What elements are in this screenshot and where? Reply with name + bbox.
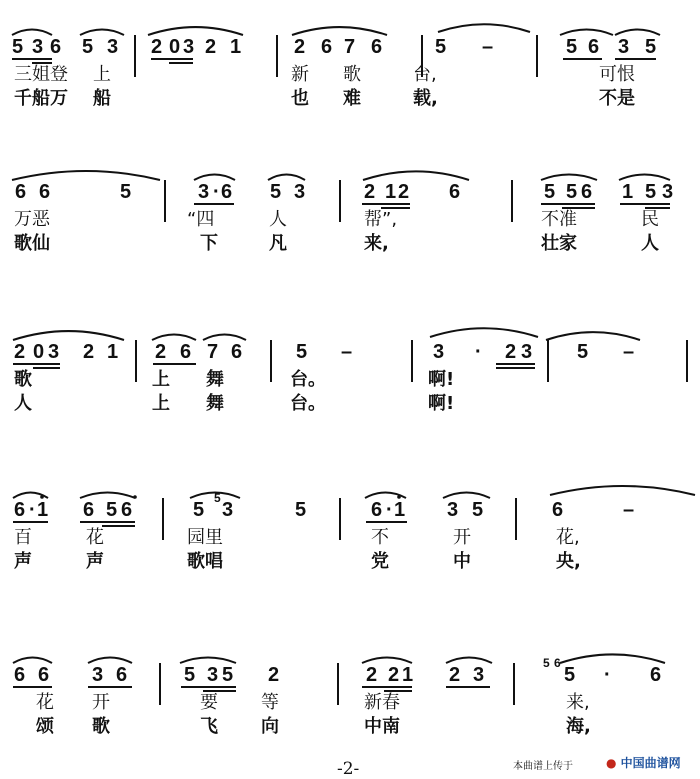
note: 5 <box>193 499 205 521</box>
lyric-word: 央, <box>556 551 581 572</box>
slur <box>546 332 640 340</box>
note: 6 <box>371 36 383 58</box>
slur <box>438 24 530 32</box>
logo-mark-icon: ● <box>606 756 617 770</box>
lyric-word: 歌 <box>14 369 32 390</box>
lyric-word: 啊! <box>428 393 455 414</box>
note: 3 <box>48 341 60 363</box>
grace-note: 6 <box>554 656 561 670</box>
slur <box>443 493 490 499</box>
lyric-word: 三姐登 <box>14 64 68 85</box>
lyric-word: 人 <box>14 393 32 414</box>
grace-note: 5 <box>214 491 221 505</box>
note: 6 <box>650 664 662 686</box>
note: 6 <box>221 181 233 203</box>
note: 5 <box>566 36 578 58</box>
note: 7 <box>207 341 219 363</box>
slur <box>152 335 196 341</box>
lyric-word: 上 <box>152 393 170 414</box>
lyric-word: 下 <box>200 233 218 254</box>
slur <box>292 27 387 35</box>
lyric-word: 百 <box>14 527 32 548</box>
lyric-word: 歌仙 <box>14 233 50 254</box>
slur <box>12 171 160 180</box>
note: 6 <box>15 181 27 203</box>
lyric-word: 中南 <box>364 716 400 737</box>
note: 3 <box>222 499 234 521</box>
note: 3 <box>473 664 485 686</box>
slur <box>194 175 235 181</box>
lyric-word: 人 <box>269 209 287 230</box>
lyric-word: 园里 <box>187 527 223 548</box>
note: 1 <box>37 499 49 521</box>
note: 1 <box>385 181 397 203</box>
note: 3 <box>92 664 104 686</box>
note: 2 <box>449 664 461 686</box>
note: 2 <box>366 664 378 686</box>
lyric-word: 来, <box>364 233 389 254</box>
slur <box>560 30 613 36</box>
lyric-word: 舞 <box>206 369 224 390</box>
note: 2 <box>364 181 376 203</box>
lyric-word: 不准 <box>541 209 577 230</box>
note: 1 <box>402 664 414 686</box>
lyric-word: 花, <box>556 527 580 548</box>
lyric-word: 歌唱 <box>187 551 223 572</box>
lyric-word: 难 <box>343 88 361 109</box>
lyric-word: 台, <box>413 64 437 85</box>
note: 5 <box>12 36 24 58</box>
lyric-word: 凡 <box>269 233 287 254</box>
note: 6 <box>14 664 26 686</box>
note: 3 <box>107 36 119 58</box>
lyric-word: 向 <box>261 716 279 737</box>
slur <box>362 658 412 664</box>
slur <box>430 328 538 337</box>
lyric-word: 海, <box>566 716 591 737</box>
note: 1 <box>394 499 406 521</box>
lyric-word: 不是 <box>599 88 635 109</box>
lyric-word: 飞 <box>200 716 218 737</box>
note: 1 <box>230 36 242 58</box>
site-mark: 中国曲谱网 <box>620 756 681 770</box>
lyric-word: 也 <box>291 88 309 109</box>
lyric-word: 民 <box>641 209 659 230</box>
note: – <box>482 36 494 58</box>
note: 6 <box>588 36 600 58</box>
note: 6 <box>116 664 128 686</box>
lyric-word: 船 <box>93 88 111 109</box>
slur <box>619 175 670 181</box>
lyric-word: 舞 <box>206 393 224 414</box>
note: 2 <box>151 36 163 58</box>
note: 6 <box>180 341 192 363</box>
slur <box>203 335 246 341</box>
note: 2 <box>505 341 517 363</box>
slur <box>541 175 597 181</box>
slur <box>12 30 52 36</box>
lyric-word: 上 <box>93 64 111 85</box>
lyric-word: 啊! <box>428 369 455 390</box>
slur <box>80 30 124 36</box>
lyric-word: 来, <box>566 692 590 713</box>
note: 6 <box>39 181 51 203</box>
lyric-word: 中 <box>453 551 471 572</box>
note: 5 <box>544 181 556 203</box>
note: 5 <box>566 181 578 203</box>
note: 2 <box>205 36 217 58</box>
lyric-word: 台。 <box>290 393 326 414</box>
note: 3 <box>618 36 630 58</box>
lyric-word: 歌 <box>92 716 110 737</box>
slur <box>13 658 52 664</box>
note: 6 <box>371 499 383 521</box>
slur <box>13 331 124 340</box>
note: 5 <box>106 499 118 521</box>
lyric-word: 载, <box>413 88 438 109</box>
lyric-word: 开 <box>453 527 471 548</box>
note: · <box>604 664 611 686</box>
note: · <box>475 341 482 363</box>
note: 6 <box>231 341 243 363</box>
note: · <box>386 499 393 521</box>
note: 6 <box>121 499 133 521</box>
note: – <box>341 341 353 363</box>
slur <box>550 486 695 495</box>
note: · <box>29 499 36 521</box>
note: 5 <box>270 181 282 203</box>
lyric-word: 花 <box>36 692 54 713</box>
grace-note: 5 <box>543 656 550 670</box>
note: 6 <box>321 36 333 58</box>
note: 2 <box>398 181 410 203</box>
lyric-word: 新 <box>291 64 309 85</box>
octave-dot <box>133 495 137 499</box>
slur <box>80 493 135 499</box>
note: – <box>623 499 635 521</box>
note: 6 <box>83 499 95 521</box>
slur <box>148 27 243 35</box>
lyric-word: 千船万 <box>14 88 68 109</box>
site-logo <box>606 754 681 771</box>
note: 0 <box>169 36 181 58</box>
note: 5 <box>645 181 657 203</box>
note: 3 <box>447 499 459 521</box>
lyric-word: 声 <box>86 551 104 572</box>
note: 5 <box>82 36 94 58</box>
note: 6 <box>581 181 593 203</box>
slur <box>268 175 305 181</box>
slur <box>180 658 236 664</box>
note: 5 <box>577 341 589 363</box>
lyric-word: 上 <box>152 369 170 390</box>
lyric-word: 万恶 <box>14 209 50 230</box>
slur <box>88 658 132 664</box>
lyric-word: “四 <box>187 209 215 230</box>
note: 7 <box>344 36 356 58</box>
slur <box>363 171 469 180</box>
note: 3 <box>521 341 533 363</box>
note: 5 <box>184 664 196 686</box>
note: 2 <box>83 341 95 363</box>
lyric-word: 可恨 <box>599 64 635 85</box>
lyric-word: 党 <box>371 551 389 572</box>
note: 3 <box>183 36 195 58</box>
note: 5 <box>296 341 308 363</box>
lyric-word: 不 <box>371 527 389 548</box>
note: 3 <box>433 341 445 363</box>
page-number: -2- <box>337 759 360 779</box>
lyric-word: 台。 <box>290 369 326 390</box>
lyric-word: 要 <box>200 692 218 713</box>
note: 3 <box>207 664 219 686</box>
note: 5 <box>295 499 307 521</box>
slur <box>446 658 492 664</box>
note: 1 <box>622 181 634 203</box>
lyric-word: 帮”, <box>364 209 398 230</box>
note: 6 <box>552 499 564 521</box>
note: 3 <box>294 181 306 203</box>
slur <box>615 30 660 36</box>
note: 6 <box>50 36 62 58</box>
note: 5 <box>564 664 576 686</box>
lyric-word: 花 <box>86 527 104 548</box>
note: 2 <box>155 341 167 363</box>
lyric-word: 壮家 <box>541 233 577 254</box>
note: 2 <box>14 341 26 363</box>
note: 0 <box>33 341 45 363</box>
note: 2 <box>388 664 400 686</box>
note: 5 <box>222 664 234 686</box>
note: 6 <box>14 499 26 521</box>
lyric-word: 歌 <box>343 64 361 85</box>
note: 5 <box>435 36 447 58</box>
note: 5 <box>472 499 484 521</box>
source-caption: 本曲谱上传于 <box>513 761 573 772</box>
note: 6 <box>38 664 50 686</box>
lyric-word: 声 <box>14 551 32 572</box>
note: 1 <box>107 341 119 363</box>
note: 2 <box>268 664 280 686</box>
note: 5 <box>120 181 132 203</box>
lyric-word: 等 <box>261 692 279 713</box>
lyric-word: 开 <box>92 692 110 713</box>
note: 3 <box>32 36 44 58</box>
note: 3 <box>198 181 210 203</box>
note: 5 <box>645 36 657 58</box>
lyric-word: 新春 <box>364 692 400 713</box>
note: 6 <box>449 181 461 203</box>
note: 3 <box>662 181 674 203</box>
note: · <box>213 181 220 203</box>
slur <box>560 654 665 663</box>
note: – <box>623 341 635 363</box>
lyric-word: 人 <box>641 233 659 254</box>
lyric-word: 颂 <box>36 716 54 737</box>
note: 2 <box>294 36 306 58</box>
